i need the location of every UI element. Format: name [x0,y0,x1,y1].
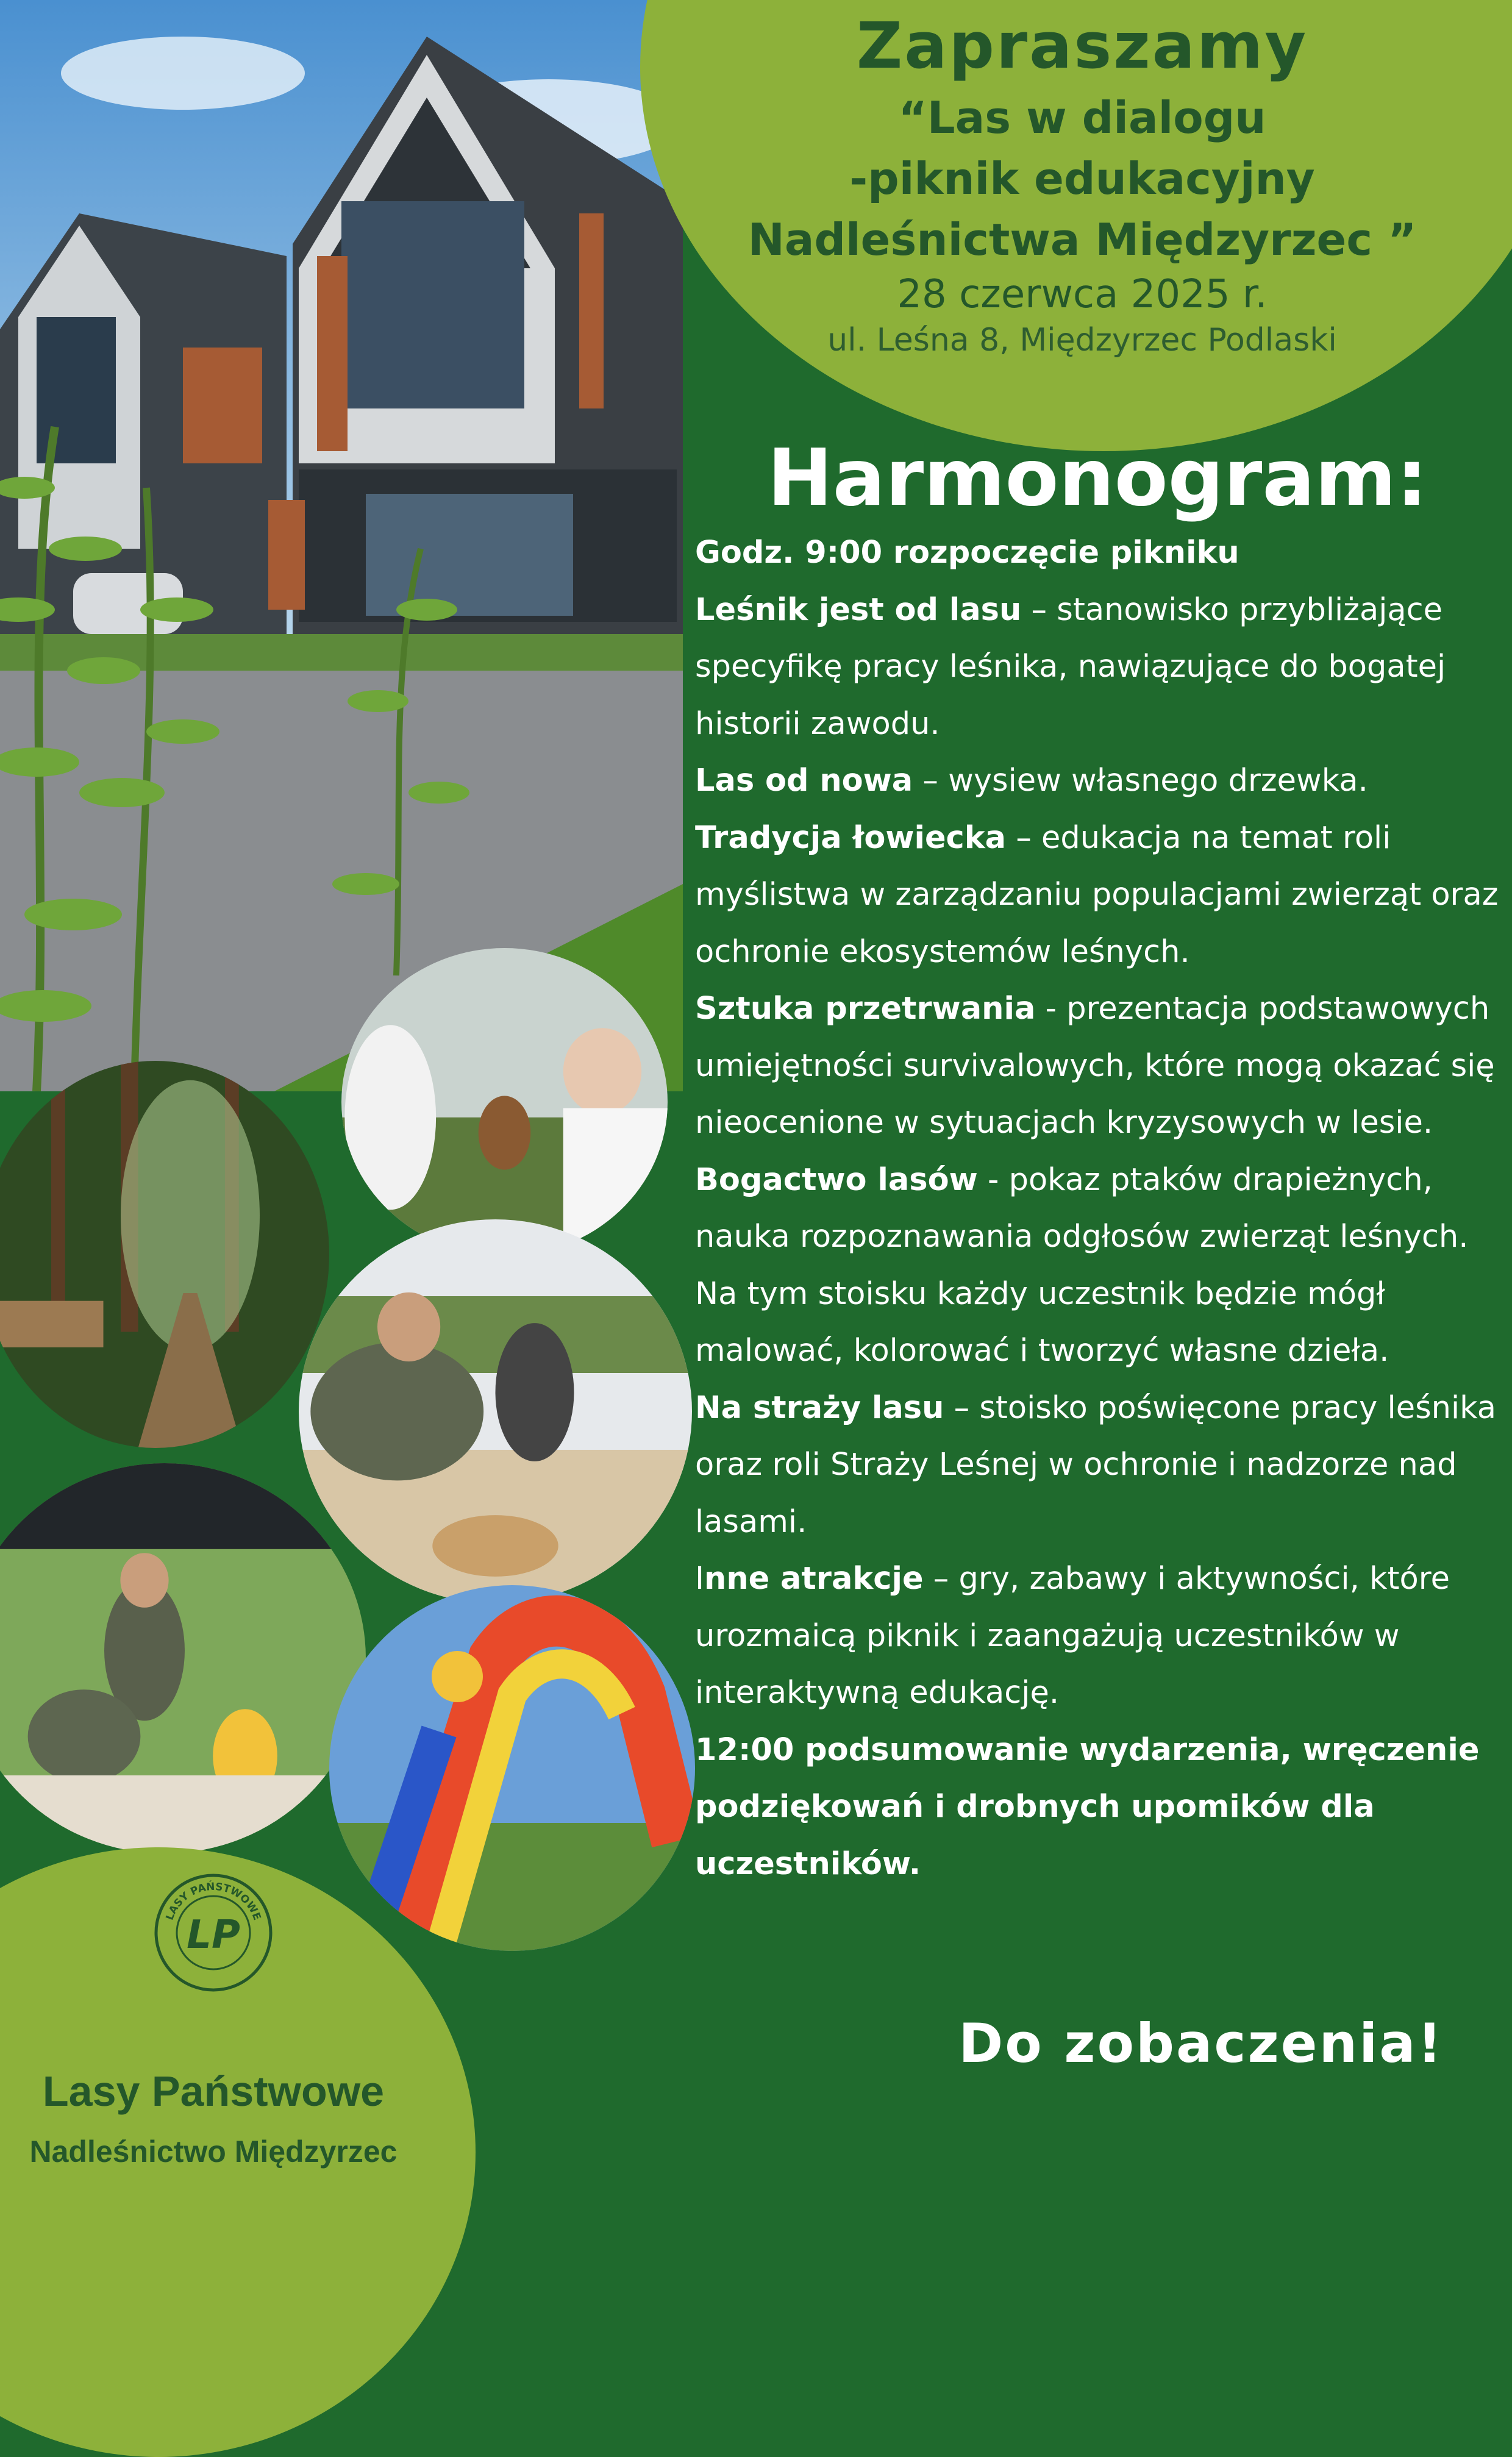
schedule-title: Harmonogram: [767,433,1428,524]
svg-text:LP: LP [187,1913,240,1958]
schedule-item: Na straży lasu – stoisko poświęcone pracy leśnika oraz roli Straży Leśnej w ochronie i nadzorze nad lasami. [695,1389,1497,1540]
forest-path-photo [0,1061,329,1448]
closing-text: Do zobaczenia! [958,2012,1444,2075]
lasy-panstwowe-logo-icon [152,1872,274,1994]
svg-text:LASY PAŃSTWOWE: LASY PAŃSTWOWE [163,1880,263,1922]
event-name-line-1: “Las w dialogu [898,92,1266,143]
workshop-photo [299,1219,692,1603]
owl-photo [341,948,668,1256]
schedule-item: Inne atrakcje – gry, zabawy i aktywności, które urozmaicą piknik i zaangażują uczestników w interaktywną edukację. [695,1561,1450,1711]
schedule-end: 12:00 podsumowanie wydarzenia, wręczenie podziękowań i drobnych upomików dla uczestników. [695,1731,1480,1882]
schedule-item: Bogactwo lasów - pokaz ptaków drapieżnych, nauka rozpoznawania odgłosów zwierząt leśnych. Na tym stoisku każdy uczestnik będzie mógł malować, kolorować i tworzyć własne dzieła. [695,1161,1469,1369]
event-name-line-3: Nadleśnictwa Międzyrzec ” [747,214,1417,265]
organization-name: Lasy Państwowe [42,2067,385,2115]
organization [0,1872,427,2169]
schedule-item: Leśnik jest od lasu – stanowisko przybliżające specyfikę pracy leśnika, nawiązujące do bogatej historii zawodu. [695,591,1446,742]
schedule-start: Godz. 9:00 rozpoczęcie pikniku [695,535,1239,571]
header [652,0,1512,362]
schedule-item: Tradycja łowiecka – edukacja na temat roli myślistwa w zarządzaniu populacjami zwierząt oraz ochronie ekosystemów leśnych. [695,819,1499,970]
schedule-item: Las od nowa – wysiew własnego drzewka. [695,763,1368,799]
event-date: 28 czerwca 2025 r. [897,272,1268,317]
schedule [695,524,1500,1892]
event-address: ul. Leśna 8, Międzyrzec Podlaski [827,322,1337,358]
building-photo [0,0,683,1091]
schedule-item: Sztuka przetrwania - prezentacja podstawowych umiejętności survivalowych, które mogą okazać się nieocenione w sytuacjach kryzysowych w lesie. [695,991,1495,1141]
event-name-line-2: -piknik edukacyjny [849,153,1315,204]
page-title: Zapraszamy [856,9,1308,83]
organization-unit: Nadleśnictwo Międzyrzec [29,2134,398,2169]
antlers-photo [0,1463,366,1853]
